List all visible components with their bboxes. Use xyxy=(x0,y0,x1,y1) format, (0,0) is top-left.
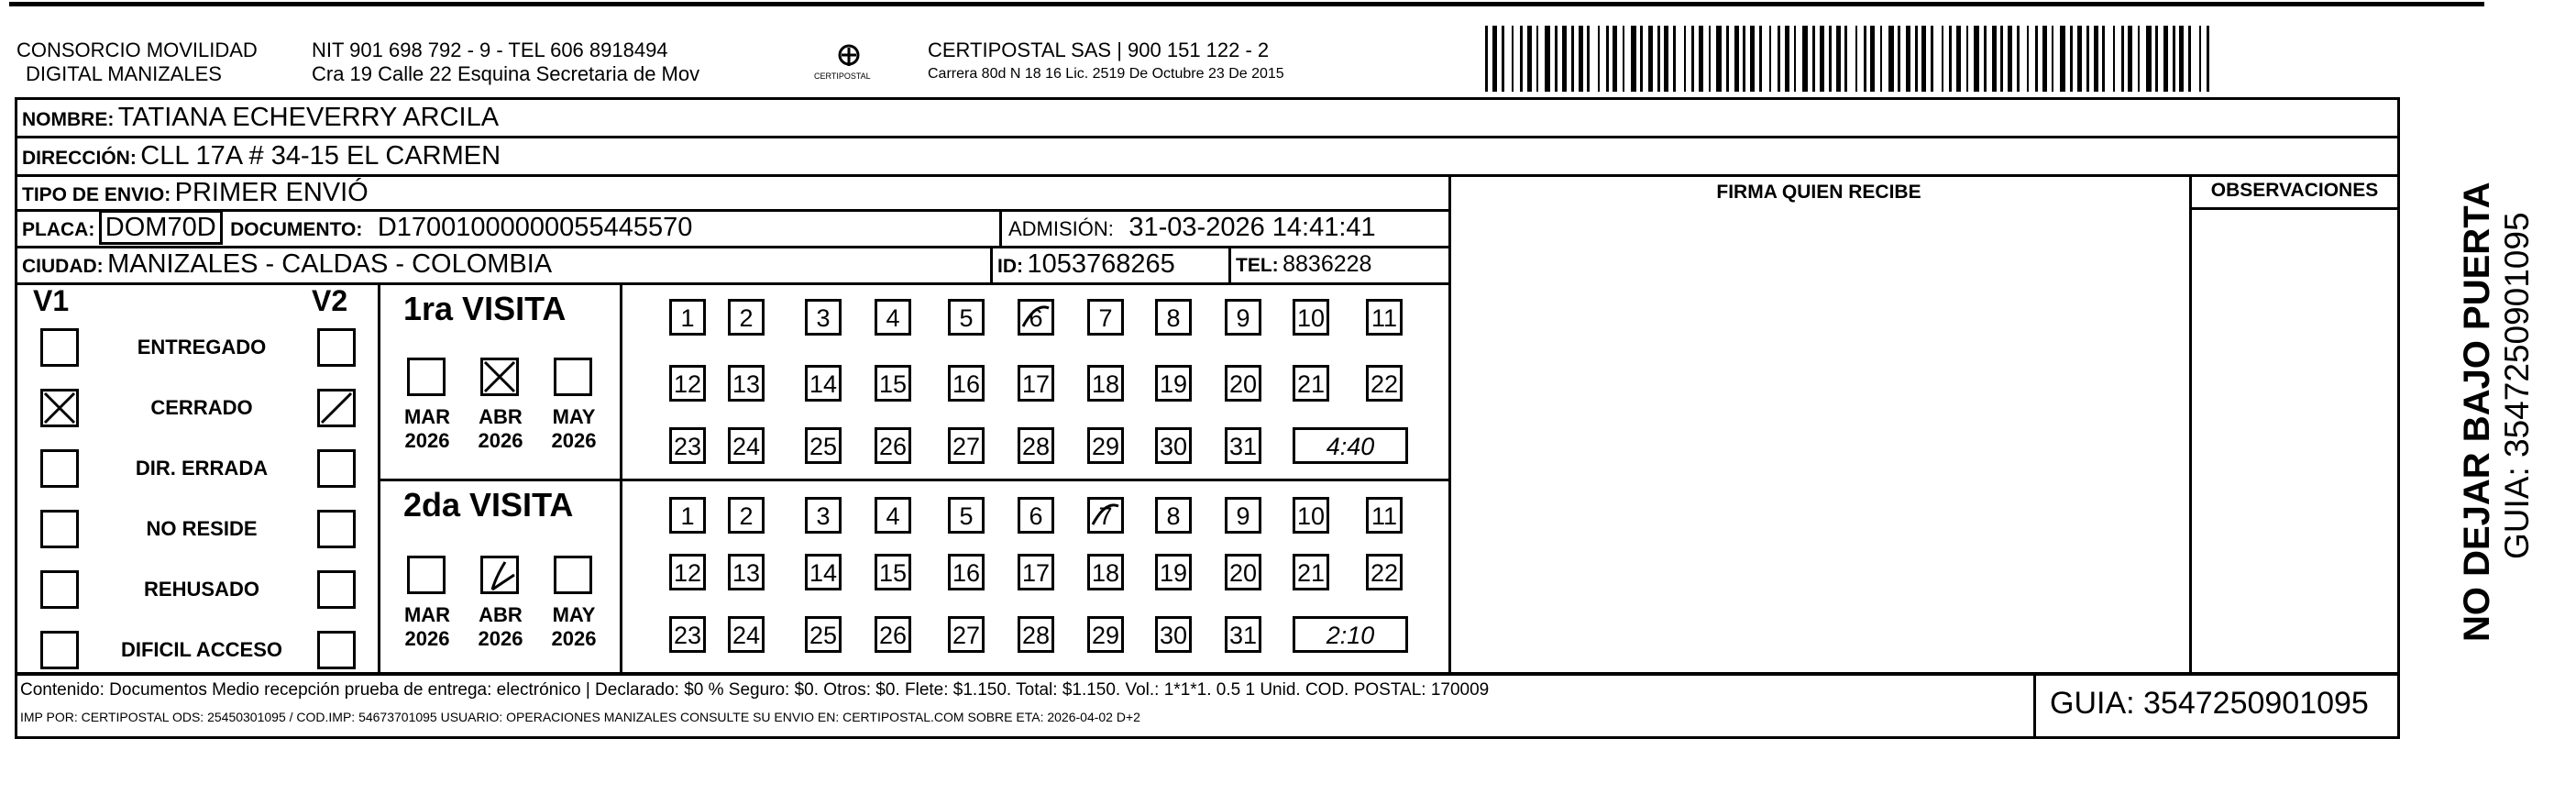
v1-checkbox xyxy=(40,449,79,488)
day-box: 17 xyxy=(1018,554,1054,590)
day-box: 12 xyxy=(669,365,706,402)
barcode-bar xyxy=(2017,26,2020,92)
carrier-line2: Carrera 80d N 18 16 Lic. 2519 De Octubre 23 De 2015 xyxy=(928,66,1284,82)
col-divider xyxy=(1228,246,1231,282)
day-box: 17 xyxy=(1018,365,1054,402)
day-box: 6 xyxy=(1018,299,1054,336)
company-name-line1: CONSORCIO MOVILIDAD xyxy=(17,39,258,61)
barcode-bar xyxy=(2027,26,2029,92)
day-box: 8 xyxy=(1155,299,1192,336)
status-label: CERRADO xyxy=(150,396,253,419)
day-box: 25 xyxy=(805,427,842,464)
barcode-bar xyxy=(1631,26,1636,92)
barcode-bar xyxy=(2102,26,2105,92)
barcode-bar xyxy=(1673,26,1676,92)
barcode-bar xyxy=(1864,26,1866,92)
day-box: 19 xyxy=(1155,365,1192,402)
second-visit-title: 2da VISITA xyxy=(403,486,574,524)
barcode-bar xyxy=(1812,26,1815,92)
day-box: 31 xyxy=(1225,427,1261,464)
tipo-envio-label: TIPO DE ENVIO: xyxy=(22,184,171,205)
barcode-bar xyxy=(1699,26,1703,92)
barcode-bar xyxy=(1691,26,1694,92)
barcode-bar xyxy=(1598,26,1600,92)
day-box: 18 xyxy=(1087,554,1124,590)
barcode-bar xyxy=(1750,26,1755,92)
barcode-bar xyxy=(1743,26,1745,92)
admision-row xyxy=(1008,213,1376,243)
v2-checkbox xyxy=(317,631,356,669)
day-box: 14 xyxy=(805,554,842,590)
barcode-bar xyxy=(1512,26,1514,92)
v1-checkbox xyxy=(40,570,79,609)
col-divider xyxy=(990,246,993,282)
day-box: 14 xyxy=(805,365,842,402)
barcode-bar xyxy=(2207,26,2209,92)
v2-checkbox xyxy=(317,510,356,548)
side-guia: GUIA: 3547250901095 xyxy=(2498,212,2536,559)
barcode-bar xyxy=(1956,26,1961,92)
status-label: DIFICIL ACCESO xyxy=(120,638,282,661)
barcode-bar xyxy=(2070,26,2073,92)
day-box: 31 xyxy=(1225,616,1261,653)
day-box: 11 xyxy=(1366,497,1403,534)
day-box: 7 xyxy=(1087,299,1124,336)
v1-checkbox xyxy=(40,510,79,548)
day-box: 8 xyxy=(1155,497,1192,534)
day-box: 4 xyxy=(875,299,911,336)
col-divider xyxy=(999,209,1002,246)
barcode-bar xyxy=(1855,26,1857,92)
day-box: 18 xyxy=(1087,365,1124,402)
barcode-bar xyxy=(1716,26,1722,92)
row-divider xyxy=(15,209,1450,212)
logo-text: CERTIPOSTAL xyxy=(814,72,871,81)
barcode-bar xyxy=(1915,26,1918,92)
warning-text: NO DEJAR BAJO PUERTA xyxy=(2457,182,2497,642)
v2-checkbox xyxy=(317,570,356,609)
month-checkbox xyxy=(480,556,519,594)
barcode-bar xyxy=(1606,26,1609,92)
v2-label: V2 xyxy=(312,284,348,317)
day-box: 9 xyxy=(1225,497,1261,534)
month-checkbox xyxy=(554,358,592,396)
barcode-bar xyxy=(1880,26,1882,92)
barcode-bar xyxy=(1888,26,1894,92)
certipostal-logo xyxy=(805,37,897,92)
day-box: 1 xyxy=(669,299,706,336)
barcode-bar xyxy=(1587,26,1590,92)
barcode-bar xyxy=(1984,26,1987,92)
v1-checkbox xyxy=(40,328,79,367)
time-note-box: 2:10 xyxy=(1293,616,1408,653)
v1-label: V1 xyxy=(33,284,70,317)
barcode-bar xyxy=(2042,26,2047,92)
barcode-bar xyxy=(2094,26,2098,92)
nit-block xyxy=(312,39,699,86)
day-box: 9 xyxy=(1225,299,1261,336)
tel-label: TEL: xyxy=(1236,255,1279,276)
day-box: 27 xyxy=(948,427,985,464)
barcode-bar xyxy=(1648,26,1653,92)
barcode-bar xyxy=(1992,26,1997,92)
barcode-bar xyxy=(2163,26,2168,92)
nombre-label: NOMBRE: xyxy=(22,109,115,130)
barcode-bar xyxy=(1778,26,1780,92)
row-divider xyxy=(15,246,1450,248)
barcode-bar xyxy=(2173,26,2175,92)
month-checkbox xyxy=(407,556,446,594)
day-box: 10 xyxy=(1293,497,1329,534)
barcode-bar xyxy=(1527,26,1532,92)
month-label: MAR 2026 xyxy=(403,405,451,452)
barcode-bar xyxy=(1802,26,1808,92)
barcode-bar xyxy=(2000,26,2003,92)
status-label: DIR. ERRADA xyxy=(135,457,269,480)
barcode-bar xyxy=(2199,26,2201,92)
time-note-box: 4:40 xyxy=(1293,427,1408,464)
day-box: 22 xyxy=(1366,554,1403,590)
day-box: 16 xyxy=(948,365,985,402)
admision-label: ADMISIÓN: xyxy=(1008,217,1114,240)
day-box: 12 xyxy=(669,554,706,590)
barcode-bar xyxy=(1520,26,1523,92)
barcode-bar xyxy=(1829,26,1832,92)
day-box: 15 xyxy=(875,365,911,402)
status-label: NO RESIDE xyxy=(146,517,258,540)
barcode-bar xyxy=(1759,26,1762,92)
day-box: 11 xyxy=(1366,299,1403,336)
barcode-bar xyxy=(2138,26,2140,92)
barcode-bar xyxy=(1769,26,1771,92)
day-box: 20 xyxy=(1225,554,1261,590)
day-box: 3 xyxy=(805,497,842,534)
barcode-bar xyxy=(2128,26,2132,92)
barcode-bar xyxy=(2052,26,2053,92)
barcode-bar xyxy=(1709,26,1711,92)
barcode-bar xyxy=(2060,26,2065,92)
status-label: REHUSADO xyxy=(144,578,259,601)
barcode-bar xyxy=(2155,26,2158,92)
v2-checkbox xyxy=(317,389,356,427)
day-box: 21 xyxy=(1293,365,1329,402)
day-box: 16 xyxy=(948,554,985,590)
barcode-bar xyxy=(1502,26,1504,92)
day-box: 25 xyxy=(805,616,842,653)
barcode-bar xyxy=(1794,26,1796,92)
nit-line: NIT 901 698 792 - 9 - TEL 606 8918494 xyxy=(312,39,668,61)
v2-checkbox xyxy=(317,328,356,367)
tel-value: 8836228 xyxy=(1282,251,1372,277)
nombre-value: TATIANA ECHEVERRY ARCILA xyxy=(117,103,500,132)
id-row xyxy=(997,249,1175,280)
day-box: 24 xyxy=(728,616,765,653)
nombre-row xyxy=(22,103,499,133)
day-box: 4 xyxy=(875,497,911,534)
day-box: 28 xyxy=(1018,616,1054,653)
barcode-bar xyxy=(1734,26,1739,92)
barcode-bar xyxy=(2121,26,2124,92)
day-box: 6 xyxy=(1018,497,1054,534)
v1-checkbox xyxy=(40,631,79,669)
day-box: 2 xyxy=(728,299,765,336)
barcode-bar xyxy=(1898,26,1900,92)
row-divider xyxy=(15,282,1450,285)
day-box: 26 xyxy=(875,427,911,464)
observaciones-label: OBSERVACIONES xyxy=(2210,180,2379,201)
direccion-row xyxy=(22,141,501,171)
tipo-envio-value: PRIMER ENVIÓ xyxy=(174,178,369,207)
v2-checkbox xyxy=(317,449,356,488)
barcode-bar xyxy=(1966,26,1968,92)
direccion-value: CLL 17A # 34-15 EL CARMEN xyxy=(140,141,501,171)
admision-value: 31-03-2026 14:41:41 xyxy=(1128,213,1376,242)
barcode-bar xyxy=(1485,26,1488,92)
barcode-bar xyxy=(1921,26,1926,92)
month-label: MAY 2026 xyxy=(551,603,597,650)
barcode-bar xyxy=(1974,26,1979,92)
day-box: 22 xyxy=(1366,365,1403,402)
print-line: IMP POR: CERTIPOSTAL ODS: 25450301095 / COD.IMP: 54673701095 USUARIO: OPERACIONES MANIZALES CONSULTE SU ENVIO EN: CERTIPOSTAL.COM SOBRE ETA: 2026-04-02 D+2 xyxy=(20,710,1140,724)
barcode-bar xyxy=(1870,26,1875,92)
barcode-bar xyxy=(1949,26,1952,92)
barcode-bar xyxy=(1820,26,1824,92)
barcode xyxy=(1485,26,2218,92)
barcode-bar xyxy=(1942,26,1943,92)
barcode-bar xyxy=(1555,26,1558,92)
placa-row xyxy=(22,213,692,243)
content-line: Contenido: Documentos Medio recepción prueba de entrega: electrónico | Declarado: $0 % Seguro: $0. Otros: $0. Flete: $1.150. Total: $1.150. Vol.: 1*1*1. 0.5 1 Unid. COD. POSTAL: 170009 xyxy=(20,680,1490,700)
day-box: 30 xyxy=(1155,616,1192,653)
top-edge xyxy=(9,2,2484,6)
day-box: 15 xyxy=(875,554,911,590)
day-box: 2 xyxy=(728,497,765,534)
barcode-bar xyxy=(1836,26,1841,92)
id-label: ID: xyxy=(997,256,1023,277)
day-box: 28 xyxy=(1018,427,1054,464)
day-box: 29 xyxy=(1087,616,1124,653)
barcode-bar xyxy=(1613,26,1617,92)
company-block xyxy=(17,39,258,86)
month-label: ABR 2026 xyxy=(478,603,523,650)
barcode-bar xyxy=(1545,26,1550,92)
barcode-bar xyxy=(1906,26,1910,92)
month-label: ABR 2026 xyxy=(478,405,523,452)
ciudad-label: CIUDAD: xyxy=(22,256,104,277)
day-box: 24 xyxy=(728,427,765,464)
month-checkbox xyxy=(480,358,519,396)
barcode-bar xyxy=(1562,26,1567,92)
barcode-bar xyxy=(1664,26,1668,92)
guia-box: GUIA: 3547250901095 xyxy=(2050,686,2369,721)
carrier-line1: CERTIPOSTAL SAS | 900 151 122 - 2 xyxy=(928,39,1270,61)
barcode-bar xyxy=(1657,26,1660,92)
barcode-bar xyxy=(2146,26,2152,92)
day-box: 30 xyxy=(1155,427,1192,464)
status-label: ENTREGADO xyxy=(137,336,267,358)
tel-row xyxy=(1236,251,1371,278)
col-divider xyxy=(2189,174,2192,675)
month-checkbox xyxy=(554,556,592,594)
barcode-bar xyxy=(2077,26,2082,92)
day-box: 19 xyxy=(1155,554,1192,590)
barcode-bar xyxy=(1684,26,1686,92)
day-box: 26 xyxy=(875,616,911,653)
day-box: 29 xyxy=(1087,427,1124,464)
barcode-bar xyxy=(2035,26,2038,92)
barcode-bar xyxy=(1536,26,1538,92)
documento-label: DOCUMENTO: xyxy=(230,219,363,240)
barcode-bar xyxy=(1623,26,1624,92)
day-box: 27 xyxy=(948,616,985,653)
month-checkbox xyxy=(407,358,446,396)
day-box: 13 xyxy=(728,554,765,590)
id-value: 1053768265 xyxy=(1027,249,1175,279)
barcode-bar xyxy=(1640,26,1643,92)
ciudad-row xyxy=(22,249,552,280)
placa-label: PLACA: xyxy=(22,219,95,240)
barcode-bar xyxy=(1579,26,1583,92)
day-box: 10 xyxy=(1293,299,1329,336)
day-box: 13 xyxy=(728,365,765,402)
day-box: 20 xyxy=(1225,365,1261,402)
row-divider xyxy=(15,174,2400,177)
obs-underline xyxy=(2189,207,2400,210)
footer-divider xyxy=(2033,673,2036,739)
month-label: MAY 2026 xyxy=(551,405,597,452)
direccion-label: DIRECCIÓN: xyxy=(22,148,137,169)
firma-label: FIRMA QUIEN RECIBE xyxy=(1716,182,1921,203)
day-box: 1 xyxy=(669,497,706,534)
company-name-line2: DIGITAL MANIZALES xyxy=(26,62,222,85)
barcode-bar xyxy=(1785,26,1789,92)
day-box: 5 xyxy=(948,299,985,336)
day-box: 5 xyxy=(948,497,985,534)
barcode-bar xyxy=(2188,26,2191,92)
ciudad-value: MANIZALES - CALDAS - COLOMBIA xyxy=(107,249,553,279)
month-label: MAR 2026 xyxy=(403,603,451,650)
tipo-envio-row xyxy=(22,178,369,208)
col-divider xyxy=(1448,174,1451,675)
row-divider xyxy=(15,136,2400,138)
v1-checkbox xyxy=(40,389,79,427)
day-box: 7 xyxy=(1087,497,1124,534)
placa-value: DOM70D xyxy=(99,210,223,245)
documento-value: D17001000000055445570 xyxy=(377,213,693,242)
day-box: 23 xyxy=(669,616,706,653)
barcode-bar xyxy=(1571,26,1574,92)
day-box: 21 xyxy=(1293,554,1329,590)
barcode-bar xyxy=(1726,26,1729,92)
visit-divider xyxy=(378,479,1450,481)
barcode-bar xyxy=(2086,26,2089,92)
address-line: Cra 19 Calle 22 Esquina Secretaria de Mov xyxy=(312,62,700,85)
barcode-bar xyxy=(2113,26,2115,92)
day-box: 23 xyxy=(669,427,706,464)
barcode-bar xyxy=(2008,26,2012,92)
barcode-bar xyxy=(1931,26,1933,92)
barcode-bar xyxy=(1492,26,1497,92)
first-visit-title: 1ra VISITA xyxy=(403,290,567,327)
barcode-bar xyxy=(1844,26,1847,92)
carrier-block xyxy=(928,39,1284,86)
day-box: 3 xyxy=(805,299,842,336)
barcode-bar xyxy=(2179,26,2184,92)
